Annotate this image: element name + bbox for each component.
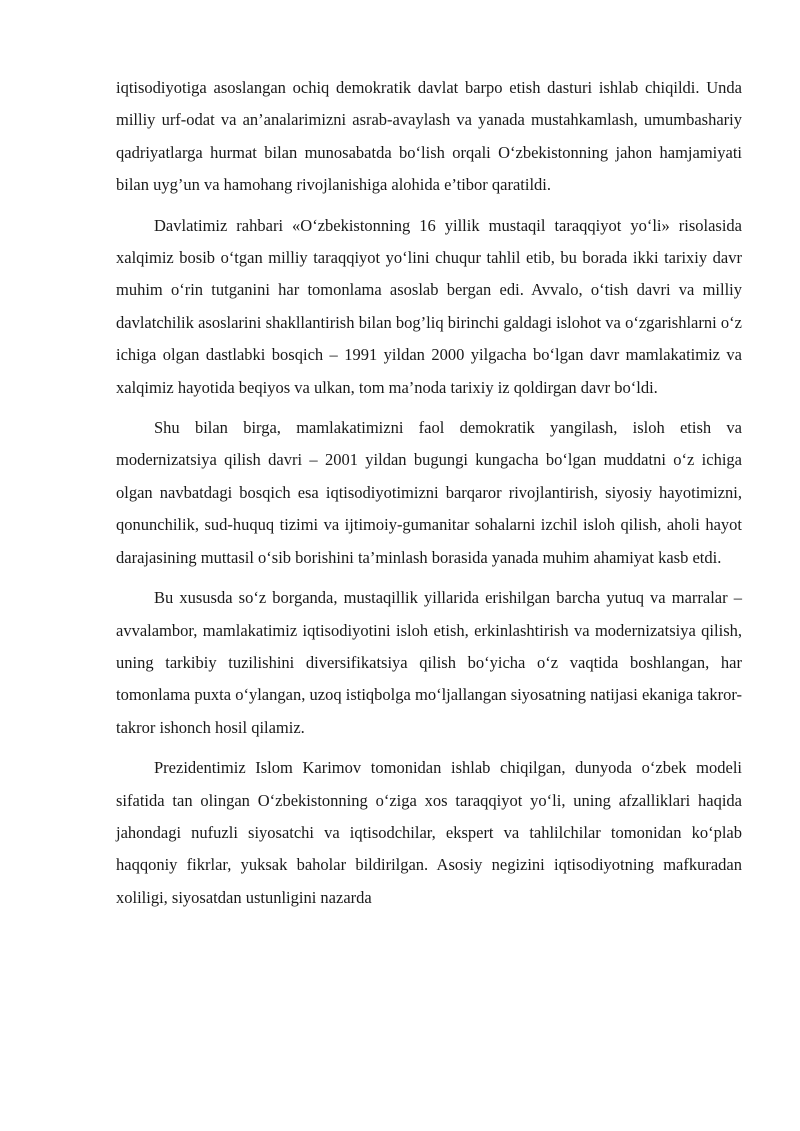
paragraph-modernization: Shu bilan birga, mamlakatimizni faol demokratik yangilash, isloh etish va modernizatsiya qilish davri – 2001 yildan bugungi kungacha bo‘lgan muddatni o‘z ichiga olgan navbatdagi bosqich esa iqtisodiyotimizni barqaror rivojlantirish, siyosiy hayotimizni, qonunchilik, sud-huquq tizimi va ijtimoiy-gumanitar sohalarni izchil isloh qilish, aholi hayot darajasining muttasil o‘sib borishini ta’minlash borasida yanada muhim ahamiyat kasb etdi. bbox=[116, 418, 742, 567]
paragraph-achievements: Bu xususda so‘z borganda, mustaqillik yillarida erishilgan barcha yutuq va marralar – avvalambor, mamlakatimiz iqtisodiyotini isloh etish, erkinlashtirish va modernizatsiya qilish, uning tarkibiy tuzilishini diversifikatsiya qilish bo‘yicha o‘z vaqtida boshlangan, har tomonlama puxta o‘ylangan, uzoq istiqbolga mo‘ljallangan siyosatning natijasi ekaniga takror-takror ishonch hosil qilamiz. bbox=[116, 588, 742, 737]
paragraph-continuation: iqtisodiyotiga asoslangan ochiq demokratik davlat barpo etish dasturi ishlab chiqildi. Unda milliy urf-odat va an’analarimizni asrab-avaylash va yanada mustahkamlash, umumbashariy qadriyatlarga hurmat bilan munosabatda bo‘lish orqali O‘zbekistonning jahon hamjamiyati bilan uyg’un va hamohang rivojlanishiga alohida e’tibor qaratildi. bbox=[116, 78, 742, 195]
document-page bbox=[116, 72, 742, 922]
paragraph-two-periods: Davlatimiz rahbari «O‘zbekistonning 16 yillik mustaqil taraqqiyot yo‘li» risolasida xalqimiz bosib o‘tgan milliy taraqqiyot yo‘lini chuqur tahlil etib, bu borada ikki tarixiy davr muhim o‘rin tutganini har tomonlama asoslab bergan edi. Avvalo, o‘tish davri va milliy davlatchilik asoslarini shakllantirish bilan bog’liq birinchi galdagi islohot va o‘zgarishlarni o‘z ichiga olgan dastlabki bosqich – 1991 yildan 2000 yilgacha bo‘lgan davr mamlakatimiz va xalqimiz hayotida beqiyos va ulkan, tom ma’noda tarixiy iz qoldirgan davr bo‘ldi. bbox=[116, 215, 742, 397]
paragraph-uzbek-model: Prezidentimiz Islom Karimov tomonidan ishlab chiqilgan, dunyoda o‘zbek modeli sifatida tan olingan O‘zbekistonning o‘ziga xos taraqqiyot yo‘li, uning afzalliklari haqida jahondagi nufuzli siyosatchi va iqtisodchilar, ekspert va tahlilchilar tomonidan ko‘plab haqqoniy fikrlar, yuksak baholar bildirilgan. Asosiy negizini iqtisodiyotning mafkuradan xoliligi, siyosatdan ustunligini nazarda bbox=[116, 758, 742, 907]
